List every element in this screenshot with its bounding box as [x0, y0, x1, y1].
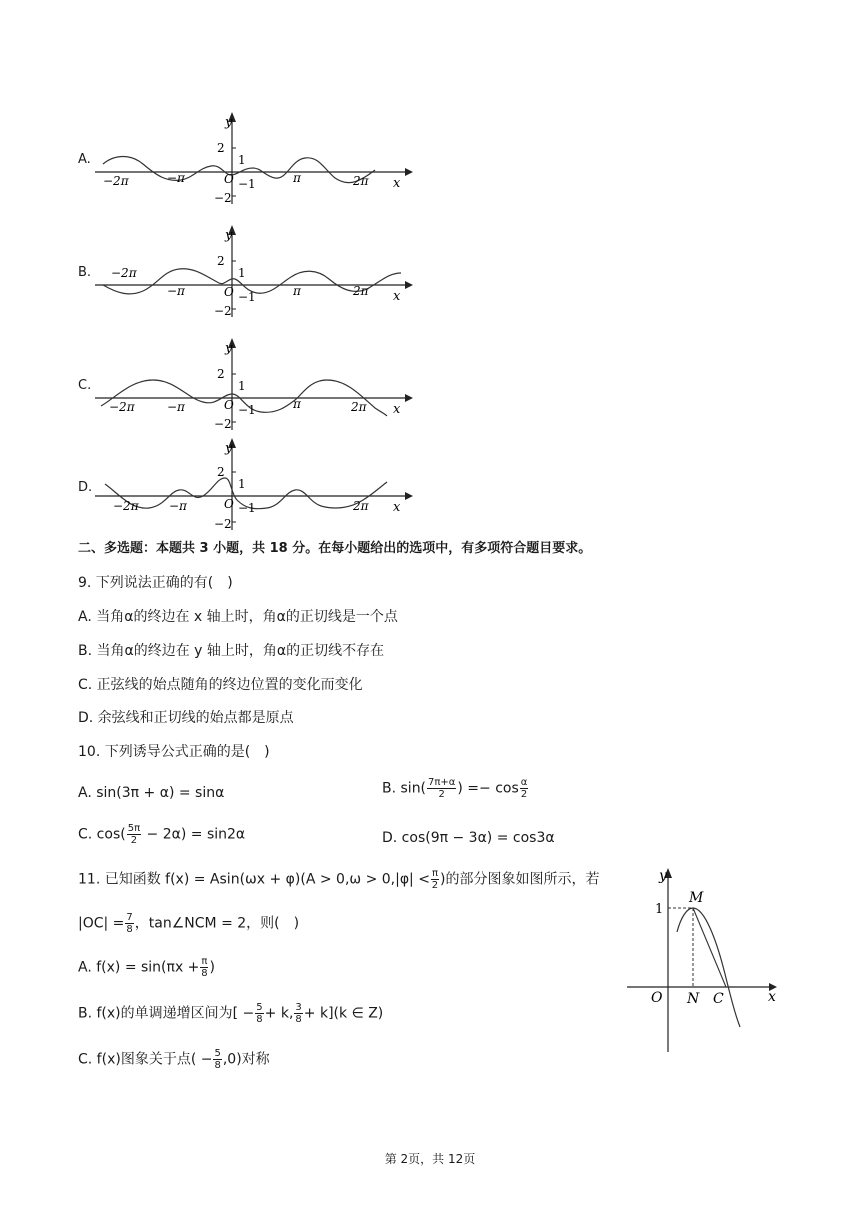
- tick-2pi: 2π: [353, 174, 369, 188]
- tick-2pi: 2π: [351, 400, 367, 414]
- option-letter-c: C.: [78, 378, 92, 393]
- point-c-label: C: [713, 991, 724, 1007]
- origin-label: O: [224, 497, 234, 511]
- point-m-label: M: [689, 890, 704, 906]
- tick-2: 2: [217, 465, 225, 479]
- q10-option-c: C. cos( $\frac{5\pi}{2}$ − 2α) = sin2α: [78, 823, 246, 846]
- tick-2pi: 2π: [353, 284, 369, 298]
- q9-option-a: A. 当角α的终边在 x 轴上时，角α的正切线是一个点: [78, 609, 398, 625]
- graph-option-c: [95, 338, 415, 433]
- tick-minus-1: −1: [238, 177, 256, 191]
- q10-stem: 10. 下列诱导公式正确的是( ): [78, 744, 270, 760]
- y-axis-label: y: [225, 115, 233, 130]
- graph-option-d: [95, 438, 415, 533]
- q11-stem: 11. 已知函数 f(x) = Asin(ωx + φ)(A > 0,ω > 0,|φ| < $\frac{\pi}{2}$ )的部分图象如图所示，若: [78, 868, 600, 891]
- q9-option-c: C. 正弦线的始点随角的终边位置的变化而变化: [78, 677, 363, 693]
- option-letter-b: B.: [78, 265, 92, 280]
- tick-pi: π: [293, 284, 301, 298]
- tick-1: 1: [238, 153, 246, 167]
- page-footer: 第 2页，共 12页: [384, 1152, 476, 1166]
- tick-minus-pi: −π: [167, 400, 185, 414]
- y-axis-label: y: [225, 341, 233, 356]
- tick-pi: π: [293, 171, 301, 185]
- q11-condition: |OC| = $\frac{7}{8}$ ，tan∠NCM = 2，则( ): [78, 912, 300, 935]
- q10-option-b: B. sin( $\frac{7\pi+\alpha}{2}$ ) =− cos $\frac{\alpha}{2}$: [382, 777, 528, 800]
- tick-2: 2: [217, 254, 225, 268]
- point-n-label: N: [687, 991, 700, 1007]
- tick-2: 2: [217, 141, 225, 155]
- tick-2: 2: [217, 367, 225, 381]
- tick-1: 1: [238, 379, 246, 393]
- option-letter-d: D.: [78, 480, 93, 495]
- tick-minus-2: −2: [214, 417, 232, 431]
- origin-label: O: [651, 990, 663, 1006]
- tick-minus-1: −1: [238, 290, 256, 304]
- y-axis-label: y: [225, 441, 233, 456]
- tick-minus-pi: −π: [167, 284, 185, 298]
- q9-option-b: B. 当角α的终边在 y 轴上时，角α的正切线不存在: [78, 643, 385, 659]
- tick-minus-1: −1: [238, 403, 256, 417]
- tick-minus-pi: −π: [167, 171, 185, 185]
- q9-option-d: D. 余弦线和正切线的始点都是原点: [78, 710, 294, 726]
- origin-label: O: [224, 398, 234, 412]
- x-axis-label: x: [393, 289, 401, 304]
- tick-minus-2: −2: [214, 517, 232, 531]
- tick-1: 1: [238, 477, 246, 491]
- q11-option-c: C. f(x)图象关于点( − $\frac{5}{8}$ ,0)对称: [78, 1048, 270, 1071]
- tick-minus-2: −2: [214, 304, 232, 318]
- tick-1: 1: [238, 266, 246, 280]
- tick-minus-2: −2: [214, 191, 232, 205]
- tick-minus-2pi: −2π: [111, 266, 137, 280]
- tick-minus-2pi: −2π: [103, 174, 129, 188]
- origin-label: O: [224, 285, 234, 299]
- x-axis-label: x: [768, 989, 776, 1005]
- section-heading: 二、多选题：本题共 3 小题，共 18 分。在每小题给出的选项中，有多项符合题目要求。: [78, 541, 592, 556]
- tick-1: 1: [655, 902, 664, 917]
- q11-figure: [625, 862, 785, 1057]
- x-axis-label: x: [393, 176, 401, 191]
- q11-option-b: B. f(x)的单调递增区间为[ − $\frac{5}{8}$ + k, $\frac{3}{8}$ + k](k ∈ Z): [78, 1002, 384, 1025]
- graph-option-b: [95, 225, 415, 320]
- x-axis-label: x: [393, 402, 401, 417]
- graph-option-a: [95, 112, 415, 207]
- q9-stem: 9. 下列说法正确的有( ): [78, 575, 233, 591]
- tick-2pi: 2π: [353, 499, 369, 513]
- tick-minus-pi: −π: [169, 499, 187, 513]
- q10-option-a: A. sin(3π + α) = sinα: [78, 785, 225, 801]
- q10-option-d: D. cos(9π − 3α) = cos3α: [382, 830, 555, 846]
- q11-option-a: A. f(x) = sin(πx + $\frac{\pi}{8}$ ): [78, 956, 215, 979]
- tick-minus-1: −1: [238, 501, 256, 515]
- y-axis-label: y: [225, 228, 233, 243]
- option-letter-a: A.: [78, 152, 91, 167]
- origin-label: O: [224, 172, 234, 186]
- tick-pi: π: [293, 397, 301, 411]
- y-axis-label: y: [659, 868, 667, 884]
- tick-minus-2pi: −2π: [109, 400, 135, 414]
- x-axis-label: x: [393, 500, 401, 515]
- tick-minus-2pi: −2π: [113, 499, 139, 513]
